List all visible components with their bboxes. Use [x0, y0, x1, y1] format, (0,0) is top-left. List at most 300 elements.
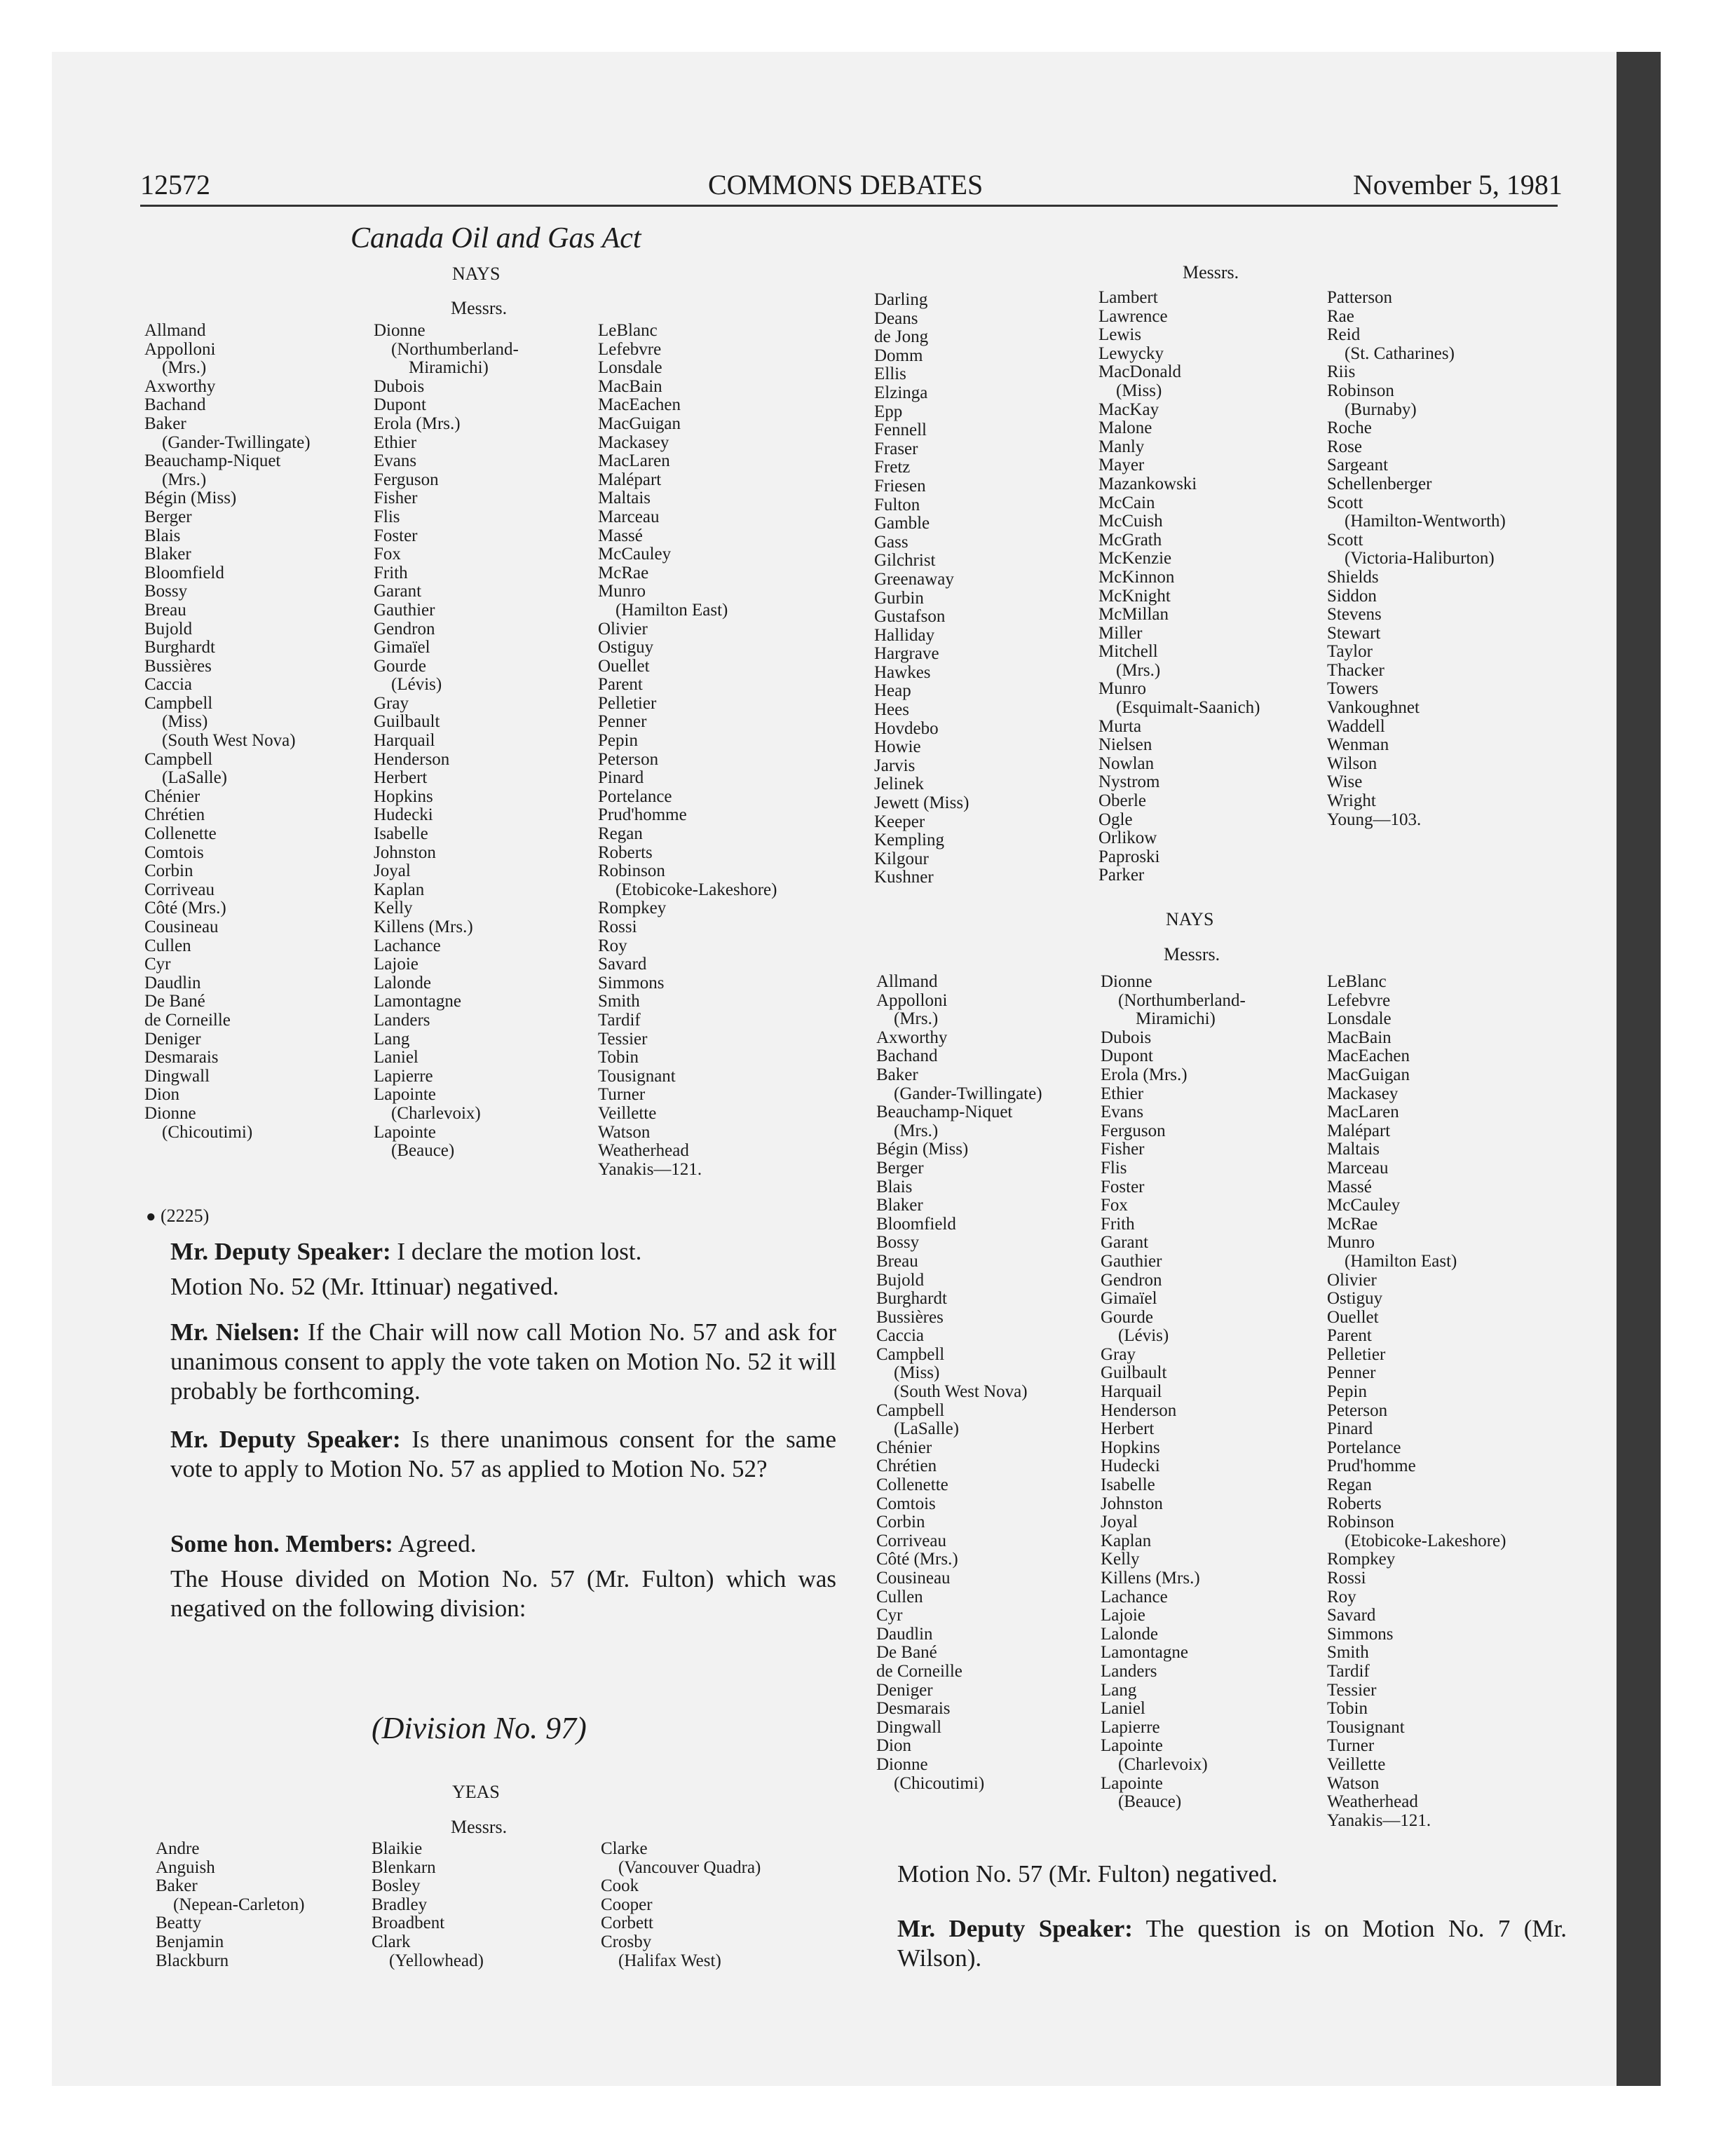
member-name: Campbell: [876, 1400, 945, 1420]
member-name: Prud'homme: [1327, 1456, 1416, 1476]
member-name: Massé: [1327, 1177, 1372, 1196]
member-name: Pelletier: [1327, 1344, 1386, 1364]
member-name: Laniel: [1101, 1699, 1145, 1719]
messrs-label: Messrs.: [1183, 262, 1239, 282]
member-name: Ostiguy: [1327, 1289, 1383, 1309]
member-name: Pinard: [1327, 1419, 1373, 1439]
member-name: Pepin: [598, 731, 638, 751]
member-name: Desmarais: [144, 1048, 219, 1067]
member-name: Kempling: [874, 831, 944, 850]
member-name: Foster: [1101, 1177, 1145, 1196]
member-name: Henderson: [374, 749, 450, 769]
member-name: Bégin (Miss): [876, 1140, 969, 1159]
speaker-label: Mr. Nielsen:: [170, 1318, 301, 1346]
right-paragraph-1: Motion No. 57 (Mr. Fulton) negatived.: [897, 1860, 1278, 1888]
member-name: Pinard: [598, 768, 644, 788]
member-name: Lapierre: [374, 1066, 433, 1086]
member-name: Flis: [1101, 1158, 1127, 1178]
member-name: Gray: [1101, 1344, 1136, 1364]
nays-column-3: [1327, 973, 1506, 1830]
member-name: Robinson: [1327, 1513, 1394, 1532]
member-name: Rompkey: [1327, 1550, 1396, 1569]
nays-heading: NAYS: [1166, 909, 1214, 929]
member-name: Lambert: [1098, 288, 1158, 307]
member-name: Munro: [1327, 1233, 1375, 1253]
member-name: Laniel: [374, 1048, 419, 1067]
member-name: Young—103.: [1327, 810, 1422, 829]
member-name: Baker: [144, 414, 186, 433]
member-name: Gilchrist: [874, 551, 936, 571]
member-name: Cousineau: [876, 1569, 951, 1588]
member-name: Simmons: [598, 973, 665, 992]
messrs-label: Messrs.: [451, 1817, 508, 1837]
member-name: Lapointe: [374, 1122, 436, 1142]
member-name: Bujold: [144, 619, 193, 639]
member-name: (Mrs.): [144, 470, 207, 489]
member-name: Gendron: [374, 619, 435, 639]
member-name: Penner: [598, 712, 647, 732]
member-name: Regan: [598, 824, 643, 844]
member-name: Roy: [1327, 1587, 1356, 1606]
member-name: Cullen: [876, 1587, 923, 1606]
member-name: Vankoughnet: [1327, 698, 1420, 718]
member-name: Maltais: [1327, 1140, 1380, 1159]
member-name: Rose: [1327, 437, 1362, 456]
member-name: (Vancouver Quadra): [601, 1857, 761, 1877]
member-name: Yanakis—121.: [1327, 1810, 1431, 1830]
member-name: Ostiguy: [598, 638, 654, 657]
member-name: Crosby: [601, 1932, 652, 1951]
member-name: Kaplan: [374, 880, 425, 899]
member-name: (Chicoutimi): [144, 1122, 253, 1142]
member-name: Dupont: [1101, 1046, 1153, 1066]
member-name: Keeper: [874, 812, 925, 831]
member-name: McCauley: [598, 545, 672, 564]
member-name: Axworthy: [876, 1028, 948, 1047]
member-name: Miramichi): [1101, 1009, 1216, 1029]
paragraph-4: Mr. Deputy Speaker: Is there unanimous consent for the same vote to apply to Motion No. 57 as applied to Motion No. 52?: [170, 1426, 836, 1482]
member-name: MacBain: [1327, 1028, 1392, 1047]
member-name: Marceau: [1327, 1158, 1389, 1178]
member-name: McRae: [1327, 1214, 1378, 1234]
member-name: Corriveau: [876, 1531, 946, 1550]
member-name: Friesen: [874, 476, 926, 496]
member-name: Garant: [374, 582, 422, 601]
member-name: Dingwall: [144, 1066, 210, 1086]
member-name: Elzinga: [874, 383, 928, 402]
member-name: Sargeant: [1327, 456, 1389, 475]
member-name: Wenman: [1327, 735, 1389, 755]
member-name: Kushner: [874, 868, 934, 887]
member-name: Veillette: [598, 1103, 657, 1123]
member-name: Harquail: [1101, 1382, 1162, 1402]
member-name: Lapointe: [1101, 1773, 1163, 1793]
member-name: (Lévis): [374, 675, 442, 695]
member-name: Munro: [598, 582, 646, 601]
member-name: Blais: [144, 526, 181, 545]
member-name: Corriveau: [144, 880, 215, 899]
member-name: Deniger: [876, 1680, 933, 1700]
member-name: McCauley: [1327, 1196, 1401, 1215]
member-name: LeBlanc: [598, 321, 658, 340]
member-name: MacBain: [598, 376, 662, 396]
member-name: Joyal: [1101, 1513, 1138, 1532]
member-name: Taylor: [1327, 642, 1373, 662]
member-name: Erola (Mrs.): [374, 414, 461, 433]
speaker-label: Mr. Deputy Speaker:: [897, 1915, 1133, 1942]
member-name: Siddon: [1327, 586, 1377, 606]
paragraph-6: The House divided on Motion No. 57 (Mr. Fulton) which was negatived on the following division:: [170, 1565, 836, 1622]
member-name: Watson: [598, 1122, 651, 1142]
member-name: Caccia: [144, 675, 193, 695]
member-name: (Northumberland-: [374, 339, 519, 359]
member-name: Chénier: [144, 786, 200, 806]
member-name: Dion: [876, 1736, 911, 1756]
member-name: Fulton: [874, 495, 920, 514]
scan-edge: [1617, 52, 1661, 2086]
member-name: Ouellet: [598, 656, 650, 676]
member-name: (Beauce): [374, 1141, 455, 1161]
member-name: Marceau: [598, 507, 660, 526]
member-name: (Northumberland-: [1101, 990, 1246, 1010]
member-name: Mayer: [1098, 456, 1145, 475]
member-name: Harquail: [374, 731, 435, 751]
member-name: (Hamilton East): [1327, 1251, 1457, 1271]
member-name: (Etobicoke-Lakeshore): [1327, 1531, 1506, 1550]
member-name: (Miss): [1098, 381, 1162, 400]
member-name: Bloomfield: [144, 563, 224, 582]
member-name: Beauchamp-Niquet: [144, 451, 281, 471]
member-name: Collenette: [876, 1475, 948, 1495]
yeas-column-3: [601, 1840, 761, 1970]
member-name: Weatherhead: [598, 1141, 689, 1161]
member-name: Côté (Mrs.): [876, 1550, 958, 1569]
member-name: Portelance: [1327, 1438, 1401, 1457]
member-name: Bujold: [876, 1270, 925, 1290]
speaker-label: Mr. Deputy Speaker:: [170, 1426, 401, 1453]
member-name: Roberts: [1327, 1494, 1382, 1513]
member-name: Jelinek: [874, 775, 924, 794]
member-name: Schellenberger: [1327, 474, 1432, 493]
member-name: Bosley: [372, 1876, 421, 1896]
member-name: Blaker: [876, 1196, 923, 1215]
member-name: Dionne: [876, 1754, 928, 1774]
member-name: (Beauce): [1101, 1792, 1182, 1812]
member-name: Smith: [598, 992, 640, 1011]
member-name: Parent: [598, 675, 643, 695]
member-name: Ellis: [874, 364, 906, 384]
member-name: Dion: [144, 1085, 179, 1105]
member-name: Ogle: [1098, 810, 1133, 829]
member-name: Fox: [374, 545, 401, 564]
member-name: Côté (Mrs.): [144, 899, 226, 918]
member-name: Hovdebo: [874, 718, 939, 738]
member-name: Nystrom: [1098, 772, 1160, 792]
member-name: Daudlin: [144, 973, 201, 992]
member-name: Smith: [1327, 1643, 1369, 1663]
member-name: Cyr: [144, 955, 171, 974]
member-name: Veillette: [1327, 1754, 1386, 1774]
member-name: Herbert: [374, 768, 428, 788]
member-name: Blackburn: [156, 1951, 229, 1970]
member-name: MacGuigan: [598, 414, 681, 433]
member-name: de Corneille: [144, 1010, 231, 1030]
member-name: Cousineau: [144, 917, 219, 936]
member-name: Greenaway: [874, 569, 954, 589]
member-name: Miller: [1098, 623, 1143, 643]
member-name: Gauthier: [374, 600, 435, 620]
member-name: Nowlan: [1098, 753, 1155, 773]
member-name: Ethier: [374, 432, 417, 452]
member-name: Kelly: [374, 899, 413, 918]
member-name: Malépart: [1327, 1121, 1391, 1140]
member-name: Isabelle: [1101, 1475, 1155, 1495]
member-name: Berger: [144, 507, 192, 526]
member-name: (Halifax West): [601, 1951, 721, 1970]
member-name: Gimaïel: [374, 638, 430, 657]
header-rule: [140, 205, 1558, 207]
member-name: (Mrs.): [876, 1009, 939, 1029]
member-name: (Charlevoix): [374, 1103, 481, 1123]
member-name: Thacker: [1327, 660, 1384, 680]
member-name: Lefebvre: [598, 339, 662, 359]
member-name: Clarke: [601, 1839, 648, 1858]
member-name: Chrétien: [144, 805, 205, 825]
member-name: Erola (Mrs.): [1101, 1065, 1188, 1084]
member-name: McCuish: [1098, 512, 1163, 531]
member-name: McMillan: [1098, 605, 1169, 625]
member-name: Kaplan: [1101, 1531, 1152, 1550]
member-name: Garant: [1101, 1233, 1149, 1253]
member-name: Deans: [874, 308, 918, 328]
member-name: (Victoria-Haliburton): [1327, 549, 1495, 568]
member-name: Savard: [598, 955, 647, 974]
member-name: Frith: [374, 563, 408, 582]
member-name: (Nepean-Carleton): [156, 1895, 305, 1914]
member-name: (Gander-Twillingate): [876, 1084, 1042, 1103]
member-name: Corbin: [876, 1513, 925, 1532]
member-name: Bossy: [876, 1233, 920, 1253]
member-name: (Miss): [876, 1363, 940, 1383]
member-name: Killens (Mrs.): [1101, 1569, 1200, 1588]
member-name: Nielsen: [1098, 735, 1152, 755]
right-paragraph-2: Mr. Deputy Speaker: The question is on Motion No. 7 (Mr. Wilson).: [897, 1915, 1567, 1972]
member-name: MacDonald: [1098, 362, 1182, 382]
member-name: MacEachen: [1327, 1046, 1410, 1066]
member-name: Tardif: [1327, 1661, 1370, 1681]
member-name: Dionne: [1101, 972, 1152, 991]
member-name: (South West Nova): [876, 1382, 1028, 1402]
member-name: Fretz: [874, 458, 911, 477]
member-name: Blais: [876, 1177, 913, 1196]
member-name: Yanakis—121.: [598, 1159, 702, 1179]
member-name: Landers: [1101, 1661, 1157, 1681]
member-name: Roberts: [598, 842, 653, 862]
member-name: Lonsdale: [598, 358, 662, 378]
member-name: Andre: [156, 1839, 200, 1858]
member-name: Tousignant: [1327, 1717, 1405, 1737]
yeas-column-2: [372, 1840, 484, 1970]
member-name: (Miss): [144, 712, 208, 732]
member-name: (Esquimalt-Saanich): [1098, 698, 1260, 718]
member-name: Lamontagne: [374, 992, 461, 1011]
member-name: Manly: [1098, 437, 1145, 456]
member-name: Hudecki: [374, 805, 433, 825]
member-name: Guilbault: [374, 712, 440, 732]
member-name: Tardif: [598, 1010, 641, 1030]
member-name: Wilson: [1327, 753, 1377, 773]
nays-column-3: [598, 322, 777, 1179]
member-name: (Burnaby): [1327, 400, 1417, 419]
member-name: Guilbault: [1101, 1363, 1167, 1383]
member-name: MacGuigan: [1327, 1065, 1410, 1084]
member-name: Burghardt: [144, 638, 215, 657]
member-name: McRae: [598, 563, 649, 582]
member-name: Ferguson: [1101, 1121, 1166, 1140]
member-name: Henderson: [1101, 1400, 1177, 1420]
member-name: Simmons: [1327, 1624, 1394, 1644]
messrs-label: Messrs.: [1164, 944, 1220, 964]
member-name: Gray: [374, 693, 409, 713]
member-name: Epp: [874, 402, 903, 421]
member-name: (Chicoutimi): [876, 1773, 985, 1793]
member-name: Scott: [1327, 530, 1363, 550]
member-name: Deniger: [144, 1029, 201, 1049]
member-name: Bradley: [372, 1895, 428, 1914]
paragraph-1: Mr. Deputy Speaker: I declare the motion lost.: [170, 1238, 642, 1265]
speaker-label: Mr. Deputy Speaker:: [170, 1238, 391, 1265]
member-name: Tessier: [1327, 1680, 1377, 1700]
member-name: Appolloni: [876, 990, 948, 1010]
member-name: Lajoie: [374, 955, 419, 974]
member-name: Axworthy: [144, 376, 216, 396]
member-name: Malone: [1098, 418, 1152, 438]
member-name: Beatty: [156, 1913, 202, 1933]
yeas-continued-column-3: [1327, 289, 1506, 829]
member-name: Tessier: [598, 1029, 648, 1049]
member-name: Cyr: [876, 1606, 903, 1625]
nays-column-1: [144, 322, 311, 1142]
member-name: Gamble: [874, 514, 930, 533]
member-name: MacEachen: [598, 395, 681, 415]
member-name: Gourde: [374, 656, 426, 676]
member-name: Blaikie: [372, 1839, 423, 1858]
paragraph-2: Motion No. 52 (Mr. Ittinuar) negatived.: [170, 1273, 559, 1300]
member-name: Daudlin: [876, 1624, 933, 1644]
member-name: Savard: [1327, 1606, 1376, 1625]
member-name: Scott: [1327, 493, 1363, 512]
member-name: Bégin (Miss): [144, 489, 237, 508]
member-name: Mazankowski: [1098, 474, 1197, 493]
member-name: Heap: [874, 681, 911, 701]
member-name: Flis: [374, 507, 400, 526]
member-name: (LaSalle): [144, 768, 228, 788]
member-name: Maltais: [598, 489, 651, 508]
member-name: Fraser: [874, 439, 918, 458]
member-name: Comtois: [876, 1494, 936, 1513]
member-name: (Mrs.): [876, 1121, 939, 1140]
member-name: Burghardt: [876, 1289, 947, 1309]
member-name: MacLaren: [1327, 1103, 1399, 1122]
member-name: Mitchell: [1098, 642, 1158, 662]
member-name: Domm: [874, 346, 923, 365]
messrs-label: Messrs.: [451, 298, 508, 318]
member-name: Pepin: [1327, 1382, 1367, 1402]
member-name: De Bané: [876, 1643, 937, 1663]
member-name: Rossi: [598, 917, 637, 936]
member-name: Rae: [1327, 306, 1354, 326]
member-name: (Hamilton East): [598, 600, 728, 620]
member-name: Rossi: [1327, 1569, 1366, 1588]
member-name: Campbell: [144, 693, 213, 713]
member-name: Lajoie: [1101, 1606, 1145, 1625]
member-name: Chrétien: [876, 1456, 937, 1476]
member-name: Lachance: [374, 936, 441, 955]
member-name: Lang: [374, 1029, 410, 1049]
member-name: Wise: [1327, 772, 1363, 792]
member-name: Collenette: [144, 824, 217, 844]
member-name: Ferguson: [374, 470, 439, 489]
member-name: Oberle: [1098, 791, 1147, 811]
member-name: Blenkarn: [372, 1857, 436, 1877]
member-name: Wright: [1327, 791, 1376, 811]
member-name: Roche: [1327, 418, 1372, 438]
member-name: McCain: [1098, 493, 1155, 512]
member-name: Pelletier: [598, 693, 657, 713]
member-name: Bussières: [876, 1307, 944, 1327]
member-name: Corbin: [144, 861, 193, 881]
member-name: Comtois: [144, 842, 204, 862]
member-name: Caccia: [876, 1326, 925, 1346]
member-name: Berger: [876, 1158, 924, 1178]
member-name: Herbert: [1101, 1419, 1155, 1439]
member-name: Riis: [1327, 362, 1356, 382]
member-name: Breau: [144, 600, 186, 620]
member-name: Paproski: [1098, 847, 1160, 866]
member-name: Hargrave: [874, 644, 939, 664]
member-name: Robinson: [598, 861, 665, 881]
member-name: Mackasey: [1327, 1084, 1399, 1103]
member-name: Massé: [598, 526, 643, 545]
member-name: Dionne: [374, 321, 426, 340]
member-name: (LaSalle): [876, 1419, 960, 1439]
member-name: de Jong: [874, 327, 929, 347]
member-name: Olivier: [1327, 1270, 1377, 1290]
yeas-continued-column-1: [874, 291, 969, 887]
member-name: Fox: [1101, 1196, 1128, 1215]
member-name: Lonsdale: [1327, 1009, 1392, 1029]
member-name: Jarvis: [874, 756, 916, 775]
nays-column-2: [1101, 973, 1246, 1812]
member-name: Gourde: [1101, 1307, 1153, 1327]
paragraph-5: Some hon. Members: Agreed.: [170, 1530, 477, 1557]
member-name: Desmarais: [876, 1699, 951, 1719]
member-name: Killens (Mrs.): [374, 917, 473, 936]
member-name: Waddell: [1327, 716, 1385, 736]
member-name: Hudecki: [1101, 1456, 1160, 1476]
yeas-heading: YEAS: [452, 1782, 500, 1802]
member-name: Dupont: [374, 395, 426, 415]
member-name: (South West Nova): [144, 731, 296, 751]
member-name: Joyal: [374, 861, 411, 881]
member-name: Peterson: [598, 749, 659, 769]
yeas-column-1: [156, 1840, 304, 1970]
member-name: Evans: [374, 451, 417, 471]
member-name: Cook: [601, 1876, 639, 1896]
member-name: Fisher: [1101, 1140, 1145, 1159]
member-name: Regan: [1327, 1475, 1372, 1495]
member-name: Robinson: [1327, 381, 1394, 400]
